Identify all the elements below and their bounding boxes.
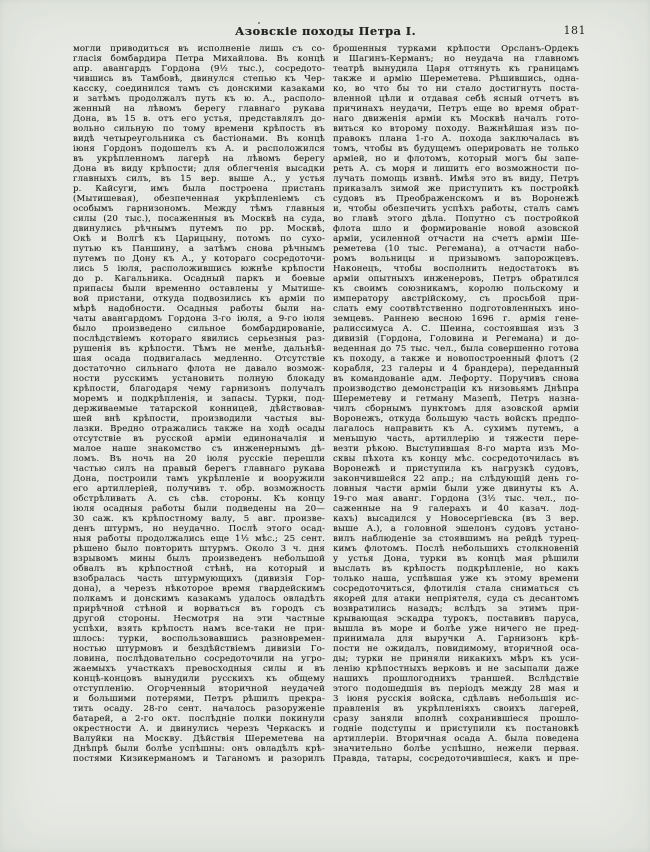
text-line: двинулись рѣчнымъ путемъ по рр. Москвѣ, (73, 224, 325, 234)
text-line: дона), а черезъ нѣкоторое время гвардейскимъ (73, 584, 325, 594)
text-line: вилъ наблюденіе за стоявшимъ на рейдѣ турец- (333, 534, 579, 544)
text-line: шей внѣ крѣпости, производили частыя вы- (73, 414, 325, 424)
text-line: ко, во что бы то ни стало достигнуть поста- (333, 84, 579, 94)
text-line: лись 5 іюля, расположившись южнѣе крѣпости (73, 264, 325, 274)
text-line: и Шагинъ-Керманъ; но неудача на главномъ (333, 54, 579, 64)
text-line: (Мытишевая), обезпеченная укрѣпленіемъ съ (73, 194, 325, 204)
text-line: Воронежѣ и приступила къ нагрузкѣ судовъ, (333, 464, 579, 474)
text-line: чилъ сборнымъ пунктомъ для азовской арміи (333, 404, 579, 414)
text-line: 30 саж. къ крѣпостному валу, 5 авг. произве- (73, 514, 325, 524)
text-line: дивизій (Гордона, Головина и Регемана) и до- (333, 334, 579, 344)
text-line: было произведено сильное бомбардированіе, (73, 324, 325, 334)
text-line: вольно сильную по тому времени крѣпость въ (73, 124, 325, 134)
scan-speck (135, 57, 137, 59)
text-line: Дона, построили тамъ укрѣпленіе и вооружили (73, 474, 325, 484)
text-line: выше А.), а головной эшелонъ судовъ устано- (333, 524, 579, 534)
text-line: къ своимъ союзникамъ, королю польскому и (333, 284, 579, 294)
text-line: путемъ по Дону къ А., у котораго сосредоточи- (73, 254, 325, 264)
text-line: взрывомъ мины былъ произведенъ небольшой (73, 554, 325, 564)
text-line: въ укрѣпленномъ лагерѣ на лѣвомъ берегу (73, 154, 325, 164)
text-line: 3 іюня русскія войска, сдѣлавъ небольшія ис- (333, 694, 579, 704)
text-line: 19-го мая аванг. Гордона (3½ тыс. чел., по- (333, 494, 579, 504)
text-line: малое наше знакомство съ инженернымъ дѣ- (73, 444, 325, 454)
text-line: значительно болѣе успѣшно, нежели первая. (333, 744, 579, 754)
text-line: постями Кизикерманомъ и Таганомъ и разорилъ (73, 754, 325, 764)
text-line: ловина, послѣдовательно сосредоточили на угро- (73, 654, 325, 664)
text-line: и большими потерями, Петръ рѣшилъ прекра- (73, 694, 325, 704)
text-line: чившись въ Тамбовѣ, двинулся степью къ Чер- (73, 74, 325, 84)
text-line: лучать помощь извнѣ. Имѣя это въ виду, Петръ (333, 174, 579, 184)
text-line: Дона въ виду крѣпости; для облегченія высадки (73, 164, 325, 174)
text-line: окрестности А. и двинулись черезъ Черкаскъ и (73, 724, 325, 734)
text-line: брошенныя турками крѣпости Орсланъ-Ордекъ (333, 44, 579, 54)
text-line: ломъ. Въ ночь на 20 іюля русскіе перешли (73, 454, 325, 464)
text-line: рѣшено было повторить штурмъ. Около 3 ч. дня (73, 544, 325, 554)
text-line: іюня Гордонъ подошелъ къ А. и расположился (73, 144, 325, 154)
text-line: жаемыхъ участкахъ превосходныя силы и въ (73, 664, 325, 674)
text-line: касску, соединился тамъ съ донскими казаками (73, 84, 325, 94)
text-line: полкамъ и донскимъ казакамъ удалось овладѣть (73, 594, 325, 604)
text-line: у устья Дона, турки въ концѣ мая рѣшили (333, 554, 579, 564)
text-line: крывающая эскадра турокъ, поставивъ паруса, (333, 614, 579, 624)
text-line: пости не ожидалъ, повидимому, вторичной оса- (333, 644, 579, 654)
text-line: ныя работы продолжались еще 1½ мѣс.; 25 сент. (73, 534, 325, 544)
text-line: достаточно сильнаго флота не давало возмож- (73, 364, 325, 374)
text-line: реть А. съ моря и лишить его возможности по- (333, 164, 579, 174)
text-line: Дона, въ 15 в. отъ его устья, представлялъ до- (73, 114, 325, 124)
scan-speck (258, 22, 260, 24)
text-line: частью силъ на правый берегъ главнаго рукава (73, 464, 325, 474)
text-line: якорей для атаки непріятеля, суда съ десантомъ (333, 594, 579, 604)
text-line: къ походу, а также и новопостроенный флотъ (2 (333, 354, 579, 364)
text-line: лазки. Вредно отражались также на ходѣ осады (73, 424, 325, 434)
text-line: мѣрѣ надобности. Осадныя работы были на- (73, 304, 325, 314)
text-line: его артиллеріей, получивъ т. обр. возможность (73, 484, 325, 494)
text-line: путью къ Паншину, а затѣмъ снова рѣчнымъ (73, 244, 325, 254)
text-body (73, 44, 579, 764)
text-line: апр. авангардъ Гордона (9½ тыс.), сосредото- (73, 64, 325, 74)
running-title: Азовскіе походы Петра I. (235, 24, 416, 38)
text-line: главныхъ силъ, въ 15 вер. выше А., у устья (73, 174, 325, 184)
text-line: арміи опытныхъ инженеровъ, Петръ обратился (333, 274, 579, 284)
text-line: императору австрійскому, съ просьбой при- (333, 294, 579, 304)
text-line: видѣ четыреугольника съ бастіонами. Въ концѣ (73, 134, 325, 144)
text-line: арміей, но и флотомъ, который могъ бы запе- (333, 154, 579, 164)
text-line: женный на лѣвомъ берегу главнаго рукава (73, 104, 325, 114)
text-line: выслать въ крѣпость подкрѣпленіе, но какъ (333, 564, 579, 574)
text-line: томъ, чтобы въ будущемъ оперировать не только (333, 144, 579, 154)
text-line: приказалъ зимой же приступить къ постройкѣ (333, 184, 579, 194)
text-column-left (73, 44, 325, 764)
text-line: моремъ и подкрѣпленія, и запасы. Турки, под- (73, 394, 325, 404)
text-line: этого подошедшія въ періодъ между 28 мая и (333, 684, 579, 694)
text-line: обвалъ въ крѣпостной стѣнѣ, на который и (73, 564, 325, 574)
text-line: причинахъ неудачи, Петръ еще во время обрат- (333, 104, 579, 114)
text-line: Воронежъ, откуда большую часть войскъ предпо- (333, 414, 579, 424)
text-line: въ командованіе адм. Лефорту. Поручивъ снова (333, 374, 579, 384)
text-line: Валуйки на Москву. Дѣйствія Шереметева на (73, 734, 325, 744)
text-line: отсутствіе въ русской арміи единоначалія и (73, 434, 325, 444)
text-line: силы (20 тыс.), посаженныя въ Москвѣ на суда, (73, 214, 325, 224)
text-line: ралиссимуса А. С. Шеина, состоявшая изъ 3 (333, 324, 579, 334)
text-line: веденная до 75 тыс. чел., была совершенно готова (333, 344, 579, 354)
text-line: земцевъ. Раннею весною 1696 г. армія гене- (333, 314, 579, 324)
text-line: ромъ вольницы и призывомъ запорожцевъ. (333, 254, 579, 264)
text-line: обстрѣливать А. съ сѣв. стороны. Къ концу (73, 494, 325, 504)
text-line: крѣпости, благодаря чему гарнизонъ получалъ (73, 384, 325, 394)
text-line: сосредоточиться, флотилія стала сниматься съ (333, 584, 579, 594)
text-line: взобралась часть штурмующихъ (дивизія Гор- (73, 574, 325, 584)
text-line: гласія бомбардира Петра Михайлова. Въ концѣ (73, 54, 325, 64)
text-line: рушенія въ крѣпости. Тѣмъ не менѣе, дальнѣй- (73, 344, 325, 354)
text-line: могли приводиться въ исполненіе лишь съ со- (73, 44, 325, 54)
text-line: ды; турки не приняли никакихъ мѣръ къ уси- (333, 654, 579, 664)
text-line: лагалось направить къ А. сухимъ путемъ, а (333, 424, 579, 434)
text-line: наго движенія арміи къ Москвѣ началъ гото- (333, 114, 579, 124)
text-line: Правда, татары, сосредоточившіеся, какъ и пре- (333, 754, 579, 764)
text-line: послѣдствіемъ котораго явились серьезныя раз- (73, 334, 325, 344)
text-line: прирѣчной стѣной и ворваться въ городъ съ (73, 604, 325, 614)
text-line: держиваемые татарской конницей, дѣйствовав- (73, 404, 325, 414)
text-line: артиллеріи. Вторичная осада А. была поведена (333, 734, 579, 744)
text-line: ловныя части арміи были уже двинуты къ А. (333, 484, 579, 494)
text-line: судовъ въ Преображенскомъ и въ Воронежѣ (333, 194, 579, 204)
text-line: правленія въ укрѣпленіяхъ своихъ лагерей, (333, 704, 579, 714)
text-line: кимъ флотомъ. Послѣ небольшихъ столкновеній (333, 544, 579, 554)
text-line: кахъ) высадился у Новосергіевска (въ 3 вер. (333, 514, 579, 524)
text-column-right (333, 44, 579, 764)
text-line: корабля, 23 галеры и 4 брандера), переданный (333, 364, 579, 374)
text-line: правокъ плана 1-го А. похода заключалась въ (333, 134, 579, 144)
text-line: везти рѣкою. Выступившая 8-го марта изъ Мо- (333, 444, 579, 454)
text-line: тить осаду. 28-го сент. началось разоруженіе (73, 704, 325, 714)
text-line: закончившейся 22 апр.; на слѣдующій день го- (333, 474, 579, 484)
text-line: вышла въ море и болѣе уже ничего не пред- (333, 624, 579, 634)
text-line: годніе подступы и приступили къ постановкѣ (333, 724, 579, 734)
page-number: 181 (563, 24, 586, 37)
text-line: также и армію Шереметева. Рѣшившись, одна- (333, 74, 579, 84)
text-line: шлось: турки, воспользовавшись разновремен- (73, 634, 325, 644)
text-line: до р. Кагальника. Осадный паркъ и боевые (73, 274, 325, 284)
text-line: реметева (10 тыс. Регемана), а отчасти набо- (333, 244, 579, 254)
text-line: Окѣ и Волгѣ къ Царицыну, потомъ по сухо- (73, 234, 325, 244)
text-line: шая осада подвигалась медленно. Отсутствіе (73, 354, 325, 364)
text-line: сразу заняли вполнѣ сохранившіеся прошло- (333, 714, 579, 724)
text-line: другой стороны. Несмотря на эти частные (73, 614, 325, 624)
text-line: саженные на 9 галерахъ и 40 казач. лод- (333, 504, 579, 514)
text-line: успѣхи, взять крѣпость намъ все-таки не при- (73, 624, 325, 634)
text-line: особымъ гарнизономъ. Между тѣмъ главныя (73, 204, 325, 214)
text-line: ностью штурмовъ и бездѣйствіемъ дивизіи Го- (73, 644, 325, 654)
text-line: и, чтобы обезпечить успѣхъ работы, сталъ самъ (333, 204, 579, 214)
text-line: нашихъ прошлогоднихъ траншей. Вслѣдствіе (333, 674, 579, 684)
text-line: ности русскимъ установить полную блокаду (73, 374, 325, 384)
text-line: производство демонстраціи къ низовьямъ Днѣпра (333, 384, 579, 394)
text-line: театрѣ вынудила Царя оттянуть къ границамъ (333, 64, 579, 74)
text-line: батарей, а 2-го окт. послѣдніе полки покинули (73, 714, 325, 724)
text-line: вленной цѣли и отдавая себѣ ясный отчетъ въ (333, 94, 579, 104)
text-line: отступленію. Огорченный вторичной неудачей (73, 684, 325, 694)
text-line: во главѣ этого дѣла. Попутно съ постройкой (333, 214, 579, 224)
text-line: р. Кайсуги, имъ была построена пристань (73, 184, 325, 194)
text-line: виться ко второму походу. Важнѣйшая изъ по- (333, 124, 579, 134)
text-line: денъ штурмъ, но неудачно. Послѣ этого осад- (73, 524, 325, 534)
text-line: вой пристани, откуда подвозились къ арміи по (73, 294, 325, 304)
text-line: чаты авангардомъ Гордона 3-го іюля, а 9-го іюля (73, 314, 325, 324)
text-line: Наконецъ, чтобы восполнить недостатокъ въ (333, 264, 579, 274)
text-line: только наша, успѣвшая уже къ этому времени (333, 574, 579, 584)
text-line: меньшую часть, артиллерію и тяжести пере- (333, 434, 579, 444)
text-line: принимала для выручки А. Гарнизонъ крѣ- (333, 634, 579, 644)
text-line: Шереметеву и гетману Мазепѣ, Петръ назна- (333, 394, 579, 404)
text-line: арміи, усиленной отчасти на счетъ арміи Ше- (333, 234, 579, 244)
text-line: ленію крѣпостныхъ верковъ и не засыпали даже (333, 664, 579, 674)
text-line: слать ему соотвѣтственно подготовленныхъ ино- (333, 304, 579, 314)
text-line: сквы пѣхота къ концу мѣс. сосредоточилась въ (333, 454, 579, 464)
text-line: Днѣпрѣ были болѣе успѣшны: онъ овладѣлъ крѣ- (73, 744, 325, 754)
text-line: іюля осадныя работы были подведены на 20— (73, 504, 325, 514)
text-line: возвратились назадъ; вслѣдъ за этимъ при- (333, 604, 579, 614)
text-line: и затѣмъ продолжалъ путь къ ю. А., располо- (73, 94, 325, 104)
text-line: припасы были временно оставлены у Мытише- (73, 284, 325, 294)
text-line: концѣ-концовъ вынудили русскихъ къ общему (73, 674, 325, 684)
text-line: флота шло и формированіе новой азовской (333, 224, 579, 234)
